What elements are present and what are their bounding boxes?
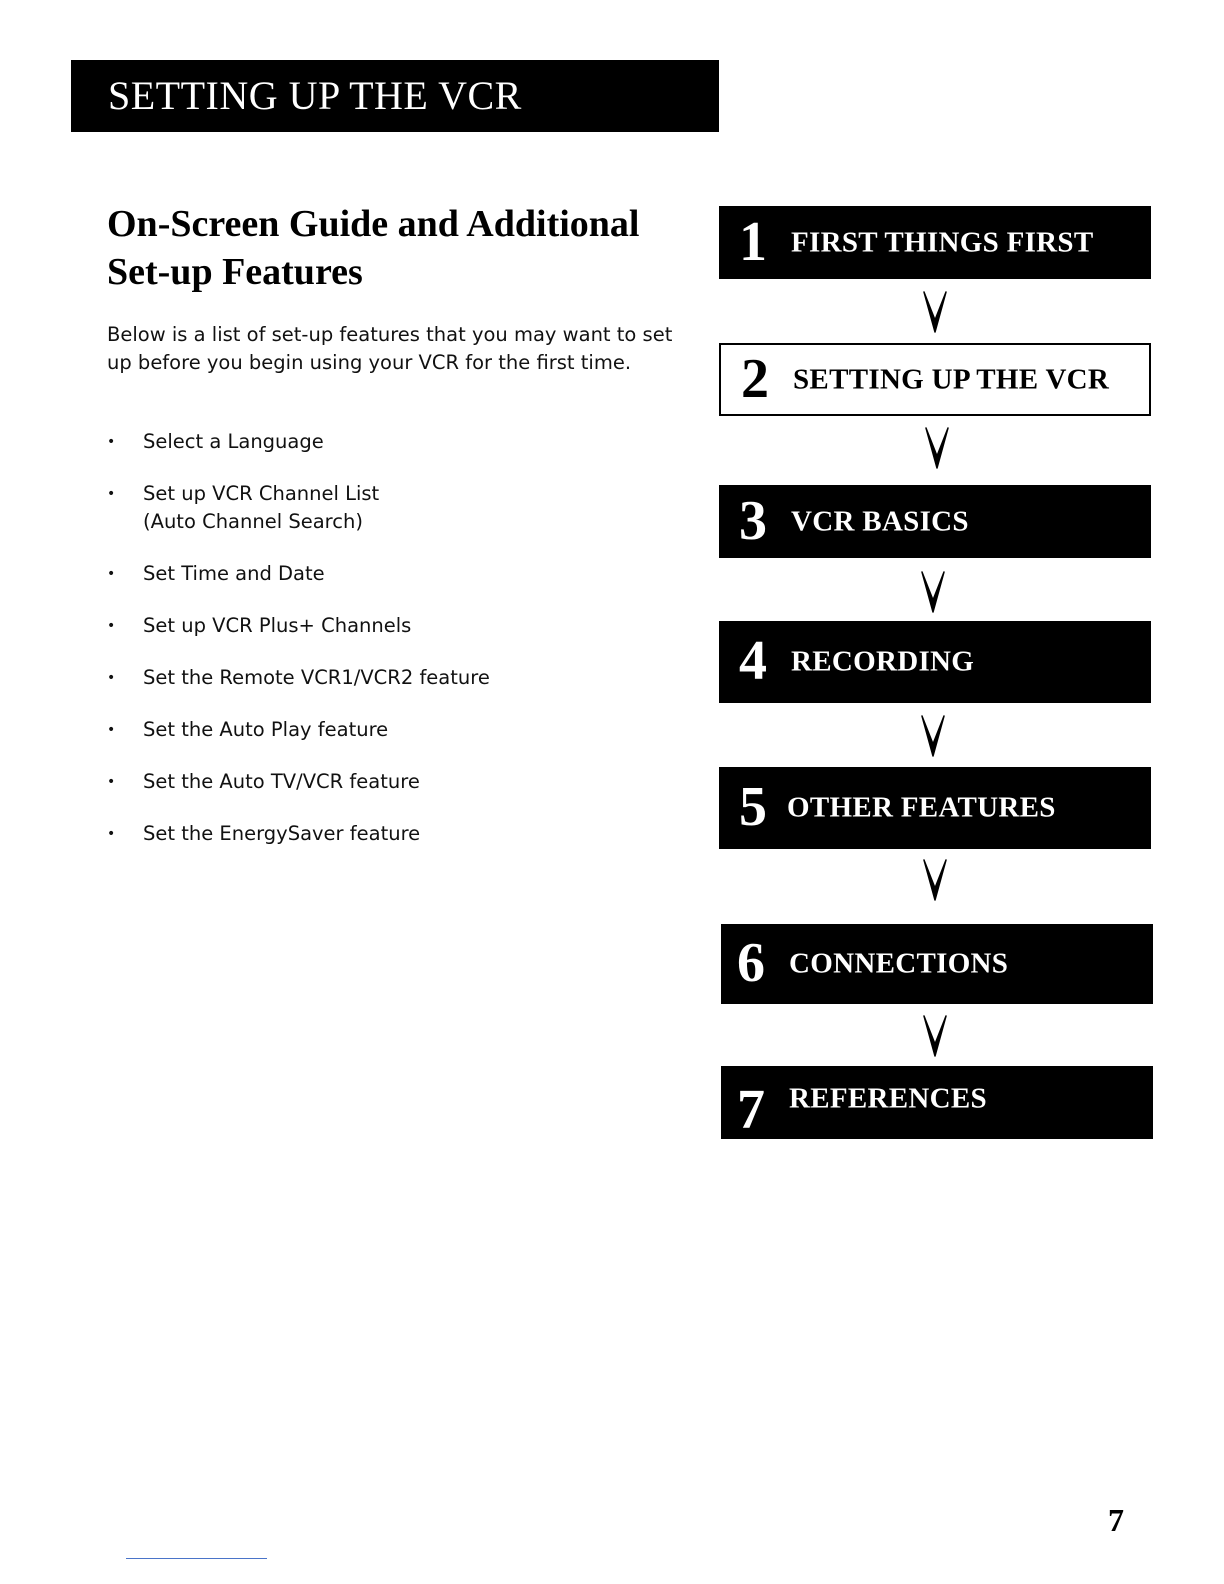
- down-arrow-icon: [922, 290, 948, 334]
- feature-text: Set the Auto Play feature: [143, 718, 389, 741]
- feature-item: [107, 820, 667, 848]
- feature-list: [107, 428, 667, 872]
- bullet: •: [107, 566, 116, 582]
- step-number: 3: [739, 489, 767, 552]
- step-number: 7: [737, 1078, 765, 1141]
- step-number: 4: [739, 629, 767, 692]
- chapter-step-1: [719, 206, 1151, 279]
- feature-item: [107, 612, 667, 640]
- footer-link-rule: [126, 1558, 267, 1559]
- down-arrow-icon: [922, 1014, 948, 1058]
- chapter-step-5: [719, 767, 1151, 849]
- feature-text: Set the Auto TV/VCR feature: [143, 770, 420, 793]
- chapter-step-4: [719, 621, 1151, 703]
- step-label: FIRST THINGS FIRST: [791, 226, 1094, 258]
- feature-text: Set up VCR Channel List: [143, 482, 380, 505]
- step-label: OTHER FEATURES: [787, 791, 1056, 824]
- section-title: [107, 200, 707, 296]
- down-arrow-icon: [920, 714, 946, 758]
- step-number: 6: [737, 931, 765, 994]
- feature-item: [107, 664, 667, 692]
- bullet: •: [107, 618, 116, 634]
- down-arrow-icon: [924, 426, 950, 470]
- down-arrow-icon: [920, 570, 946, 614]
- step-label: REFERENCES: [789, 1082, 987, 1115]
- bullet: •: [107, 670, 116, 686]
- bullet: •: [107, 434, 116, 450]
- step-number: 1: [739, 210, 767, 273]
- page-number: 7: [1108, 1502, 1124, 1538]
- chapter-step-3: [719, 485, 1151, 558]
- feature-item: [107, 768, 667, 796]
- chapter-step-6: [721, 924, 1153, 1004]
- feature-text: Select a Language: [143, 430, 324, 453]
- bullet: •: [107, 722, 116, 738]
- step-number: 5: [739, 775, 767, 838]
- feature-text: Set up VCR Plus+ Channels: [143, 614, 412, 637]
- step-label: RECORDING: [791, 645, 975, 678]
- down-arrow-icon: [922, 858, 948, 902]
- step-label: SETTING UP THE VCR: [793, 363, 1110, 395]
- section-title-line1: On-Screen Guide and Additional: [107, 203, 640, 245]
- step-label: CONNECTIONS: [789, 947, 1009, 980]
- chapter-step-2-current: [719, 343, 1151, 416]
- step-number: 2: [741, 347, 769, 410]
- bullet: •: [107, 774, 116, 790]
- feature-text: Set the Remote VCR1/VCR2 feature: [143, 666, 490, 689]
- intro-paragraph: Below is a list of set-up features that you may want to set up before you begin using your VCR for the first time.: [107, 323, 673, 374]
- feature-item: [107, 716, 667, 744]
- feature-item: [107, 480, 667, 536]
- page-header-title: SETTING UP THE VCR: [108, 73, 522, 118]
- feature-text: Set Time and Date: [143, 562, 325, 585]
- step-label: VCR BASICS: [791, 505, 969, 537]
- feature-text: Set the EnergySaver feature: [143, 822, 421, 845]
- bullet: •: [107, 486, 116, 502]
- feature-subtext: (Auto Channel Search): [143, 510, 363, 533]
- section-title-line2: Set-up Features: [107, 251, 363, 293]
- page-header-bar: [71, 60, 719, 132]
- chapter-step-7: [721, 1066, 1153, 1139]
- feature-item: [107, 560, 667, 588]
- bullet: •: [107, 826, 116, 842]
- feature-item: [107, 428, 667, 456]
